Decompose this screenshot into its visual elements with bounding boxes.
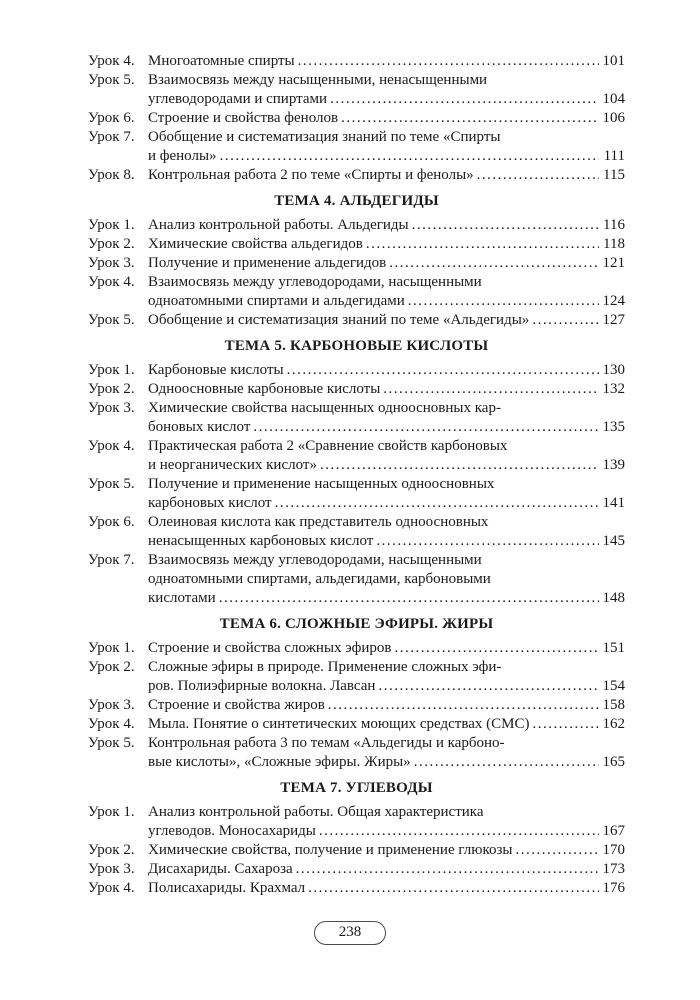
entry-page-number: 132: [602, 381, 625, 397]
entry-last-line: [148, 639, 625, 658]
dot-leader: [414, 753, 599, 772]
lesson-label: Урок 1.: [88, 804, 135, 820]
entry-last-line: [148, 715, 625, 734]
entry-line-text: Анализ контрольной работы. Альдегиды: [148, 217, 409, 233]
entry-page-number: 127: [602, 312, 625, 328]
section-heading: ТЕМА 7. УГЛЕВОДЫ: [280, 780, 433, 796]
lesson-label: Урок 5.: [88, 72, 135, 88]
entry-page-number: 116: [603, 217, 625, 233]
entry-page-number: 148: [602, 590, 625, 606]
entry-line-text: ров. Полиэфирные волокна. Лавсан: [148, 678, 376, 694]
toc-entry: [88, 71, 625, 109]
entry-last-line: [148, 753, 625, 772]
entry-last-line: [148, 822, 625, 841]
entry-title: [148, 803, 625, 841]
dot-leader: [532, 311, 599, 330]
lesson-label: Урок 5.: [88, 735, 135, 751]
entry-line-text: Обобщение и систематизация знаний по теме «Спирты: [148, 129, 501, 145]
section-heading: ТЕМА 5. КАРБОНОВЫЕ КИСЛОТЫ: [224, 338, 489, 354]
toc-entry: [88, 860, 625, 879]
entry-page-number: 176: [602, 880, 625, 896]
entry-line-text: Сложные эфиры в природе. Применение сложных эфи-: [148, 659, 502, 675]
dot-leader: [515, 841, 599, 860]
lesson-label: Урок 3.: [88, 861, 135, 877]
toc-entry: [88, 235, 625, 254]
entry-last-line: [148, 254, 625, 273]
entry-last-line: [148, 380, 625, 399]
entry-title: [148, 841, 625, 860]
entry-last-line: [148, 109, 625, 128]
entry-page-number: 104: [602, 91, 625, 107]
dot-leader: [308, 879, 599, 898]
dot-leader: [296, 860, 599, 879]
entry-page-number: 145: [602, 533, 625, 549]
entry-line-text: Строение и свойства фенолов: [148, 110, 339, 126]
entry-page-number: 141: [602, 495, 625, 511]
entry-line-text: Строение и свойства жиров: [148, 697, 325, 713]
entry-page-number: 139: [602, 457, 625, 473]
entry-last-line: [148, 147, 625, 166]
entry-last-line: [148, 166, 625, 185]
entry-line: [148, 734, 625, 753]
entry-title: [148, 658, 625, 696]
entry-line-text: Взаимосвязь между углеводородами, насыщенными: [148, 274, 482, 290]
entry-title: [148, 551, 625, 608]
entry-line-text: Получение и применение альдегидов: [148, 255, 387, 271]
toc-entry: [88, 109, 625, 128]
lesson-label: Урок 7.: [88, 129, 135, 145]
entry-line-text: Мыла. Понятие о синтетических моющих средствах (СМС): [148, 716, 530, 732]
page-number: 238: [338, 924, 362, 940]
lesson-label: Урок 6.: [88, 514, 135, 530]
lesson-label: Урок 7.: [88, 552, 135, 568]
entry-last-line: [148, 532, 625, 551]
entry-last-line: [148, 292, 625, 311]
dot-leader: [366, 235, 599, 254]
entry-title: [148, 52, 625, 71]
entry-page-number: 135: [602, 419, 625, 435]
entry-title: [148, 235, 625, 254]
toc-entry: [88, 361, 625, 380]
entry-line-text: вые кислоты», «Сложные эфиры. Жиры»: [148, 754, 411, 770]
entry-title: [148, 437, 625, 475]
entry-title: [148, 216, 625, 235]
lesson-label: Урок 8.: [88, 167, 135, 183]
toc-entry: [88, 166, 625, 185]
dot-leader: [376, 532, 599, 551]
entry-last-line: [148, 860, 625, 879]
toc-entry: [88, 216, 625, 235]
lesson-label: Урок 2.: [88, 842, 135, 858]
entry-line-text: боновых кислот: [148, 419, 251, 435]
entry-line-text: Анализ контрольной работы. Общая характеристика: [148, 804, 484, 820]
entry-last-line: [148, 90, 625, 109]
dot-leader: [320, 456, 599, 475]
entry-line: [148, 273, 625, 292]
lesson-label: Урок 2.: [88, 236, 135, 252]
toc-entry: [88, 841, 625, 860]
entry-line-text: одноатомными спиртами, альдегидами, карбоновыми: [148, 571, 491, 587]
entry-title: [148, 399, 625, 437]
entry-title: [148, 109, 625, 128]
entry-last-line: [148, 696, 625, 715]
entry-last-line: [148, 311, 625, 330]
entry-last-line: [148, 361, 625, 380]
toc-entry: [88, 803, 625, 841]
toc-entry: [88, 513, 625, 551]
dot-leader: [389, 254, 599, 273]
toc-entry: [88, 734, 625, 772]
toc-entry: [88, 399, 625, 437]
entry-last-line: [148, 456, 625, 475]
entry-page-number: 151: [602, 640, 625, 656]
entry-last-line: [148, 216, 625, 235]
entry-line: [148, 437, 625, 456]
dot-leader: [253, 418, 599, 437]
entry-line-text: и неорганических кислот»: [148, 457, 317, 473]
lesson-label: Урок 1.: [88, 640, 135, 656]
entry-line-text: Полисахариды. Крахмал: [148, 880, 306, 896]
entry-line-text: Химические свойства насыщенных одноосновных кар-: [148, 400, 501, 416]
entry-line: [148, 399, 625, 418]
entry-title: [148, 380, 625, 399]
entry-line-text: Химические свойства альдегидов: [148, 236, 363, 252]
entry-page-number: 121: [602, 255, 625, 271]
entry-line-text: Химические свойства, получение и применение глюкозы: [148, 842, 513, 858]
dot-leader: [319, 822, 599, 841]
entry-last-line: [148, 235, 625, 254]
entry-line-text: Многоатомные спирты: [148, 53, 295, 69]
entry-title: [148, 361, 625, 380]
toc-entry: [88, 879, 625, 898]
entry-title: [148, 273, 625, 311]
lesson-label: Урок 5.: [88, 312, 135, 328]
lesson-label: Урок 3.: [88, 400, 135, 416]
dot-leader: [275, 494, 599, 513]
lesson-label: Урок 6.: [88, 110, 135, 126]
entry-title: [148, 860, 625, 879]
entry-line-text: одноатомными спиртами и альдегидами: [148, 293, 405, 309]
toc-entry: [88, 380, 625, 399]
entry-last-line: [148, 677, 625, 696]
entry-line: [148, 658, 625, 677]
entry-line-text: Олеиновая кислота как представитель одноосновных: [148, 514, 489, 530]
dot-leader: [219, 589, 599, 608]
lesson-label: Урок 5.: [88, 476, 135, 492]
lesson-label: Урок 1.: [88, 362, 135, 378]
entry-line-text: Практическая работа 2 «Сравнение свойств карбоновых: [148, 438, 508, 454]
entry-title: [148, 513, 625, 551]
entry-title: [148, 128, 625, 166]
entry-page-number: 118: [603, 236, 625, 252]
lesson-label: Урок 3.: [88, 697, 135, 713]
entry-line-text: Контрольная работа 3 по темам «Альдегиды и карбоно-: [148, 735, 505, 751]
entry-line-text: Обобщение и систематизация знаний по теме «Альдегиды»: [148, 312, 530, 328]
toc-entry: [88, 311, 625, 330]
dot-leader: [477, 166, 599, 185]
lesson-label: Урок 2.: [88, 659, 135, 675]
entry-title: [148, 311, 625, 330]
entry-page-number: 173: [602, 861, 625, 877]
section-heading: ТЕМА 6. СЛОЖНЫЕ ЭФИРЫ. ЖИРЫ: [219, 616, 494, 632]
entry-line: [148, 570, 625, 589]
toc-entry: [88, 128, 625, 166]
entry-last-line: [148, 879, 625, 898]
toc-entry: [88, 437, 625, 475]
lesson-label: Урок 4.: [88, 880, 135, 896]
entry-last-line: [148, 494, 625, 513]
entry-page-number: 111: [603, 148, 625, 164]
entry-line: [148, 803, 625, 822]
entry-line-text: углеводородами и спиртами: [148, 91, 328, 107]
lesson-label: Урок 4.: [88, 716, 135, 732]
entry-line-text: Получение и применение насыщенных одноосновных: [148, 476, 495, 492]
entry-page-number: 154: [602, 678, 625, 694]
lesson-label: Урок 4.: [88, 274, 135, 290]
entry-title: [148, 879, 625, 898]
entry-title: [148, 715, 625, 734]
entry-last-line: [148, 52, 625, 71]
dot-leader: [330, 90, 599, 109]
toc-entry: [88, 658, 625, 696]
entry-last-line: [148, 418, 625, 437]
entry-line-text: Взаимосвязь между углеводородами, насыщенными: [148, 552, 482, 568]
entry-line-text: карбоновых кислот: [148, 495, 272, 511]
entry-title: [148, 696, 625, 715]
section-heading: ТЕМА 4. АЛЬДЕГИДЫ: [274, 193, 439, 209]
entry-page-number: 158: [602, 697, 625, 713]
entry-title: [148, 71, 625, 109]
entry-line-text: Взаимосвязь между насыщенными, ненасыщенными: [148, 72, 488, 88]
dot-leader: [378, 677, 599, 696]
entry-line: [148, 128, 625, 147]
entry-line-text: ненасыщенных карбоновых кислот: [148, 533, 374, 549]
dot-leader: [412, 216, 599, 235]
entry-page-number: 130: [602, 362, 625, 378]
entry-last-line: [148, 841, 625, 860]
dot-leader: [394, 639, 599, 658]
toc-entry: [88, 52, 625, 71]
dot-leader: [298, 52, 599, 71]
table-of-contents: [88, 52, 625, 898]
entry-title: [148, 639, 625, 658]
lesson-label: Урок 4.: [88, 53, 135, 69]
entry-page-number: 115: [603, 167, 625, 183]
entry-line-text: Карбоновые кислоты: [148, 362, 284, 378]
toc-entry: [88, 475, 625, 513]
toc-entry: [88, 715, 625, 734]
entry-line: [148, 513, 625, 532]
dot-leader: [408, 292, 599, 311]
entry-page-number: 106: [602, 110, 625, 126]
dot-leader: [532, 715, 599, 734]
dot-leader: [220, 147, 599, 166]
entry-line-text: кислотами: [148, 590, 216, 606]
toc-entry: [88, 696, 625, 715]
entry-line-text: Контрольная работа 2 по теме «Спирты и фенолы»: [148, 167, 474, 183]
entry-line-text: углеводов. Моносахариды: [148, 823, 316, 839]
entry-line: [148, 551, 625, 570]
dot-leader: [287, 361, 599, 380]
entry-line: [148, 475, 625, 494]
dot-leader: [383, 380, 599, 399]
toc-entry: [88, 639, 625, 658]
entry-line: [148, 71, 625, 90]
page-number-badge: [314, 921, 386, 945]
entry-title: [148, 475, 625, 513]
lesson-label: Урок 2.: [88, 381, 135, 397]
lesson-label: Урок 1.: [88, 217, 135, 233]
toc-entry: [88, 254, 625, 273]
entry-page-number: 167: [602, 823, 625, 839]
lesson-label: Урок 4.: [88, 438, 135, 454]
dot-leader: [328, 696, 599, 715]
entry-page-number: 101: [602, 53, 625, 69]
toc-entry: [88, 551, 625, 608]
entry-title: [148, 734, 625, 772]
lesson-label: Урок 3.: [88, 255, 135, 271]
entry-line-text: Одноосновные карбоновые кислоты: [148, 381, 381, 397]
entry-last-line: [148, 589, 625, 608]
entry-page-number: 124: [602, 293, 625, 309]
entry-page-number: 170: [602, 842, 625, 858]
entry-line-text: Дисахариды. Сахароза: [148, 861, 293, 877]
entry-page-number: 162: [602, 716, 625, 732]
entry-title: [148, 254, 625, 273]
entry-page-number: 165: [602, 754, 625, 770]
entry-line-text: и фенолы»: [148, 148, 217, 164]
dot-leader: [341, 109, 599, 128]
toc-entry: [88, 273, 625, 311]
entry-line-text: Строение и свойства сложных эфиров: [148, 640, 392, 656]
entry-title: [148, 166, 625, 185]
